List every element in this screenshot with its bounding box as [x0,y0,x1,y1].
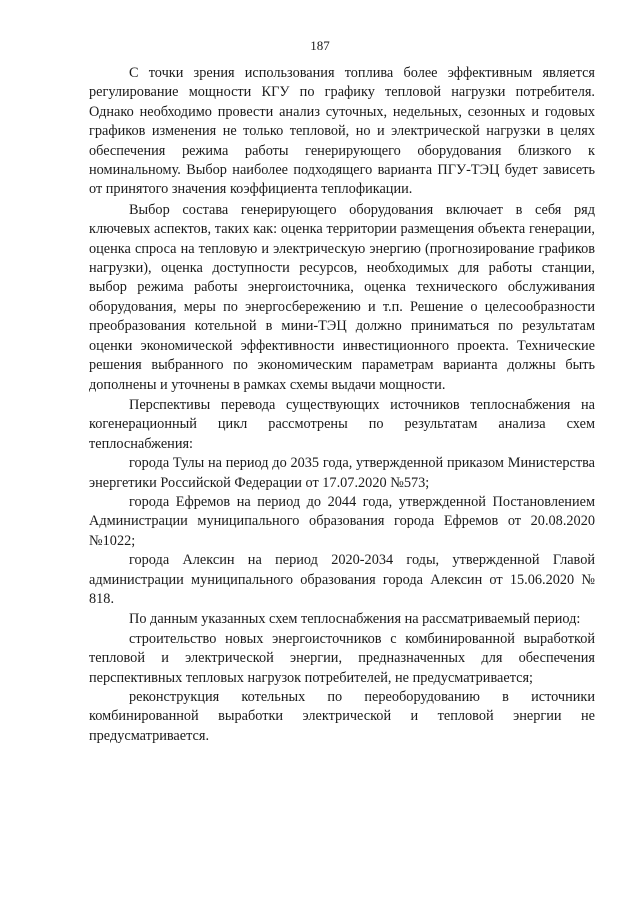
list-item-efremov: города Ефремов на период до 2044 года, утвержденной Постановлением Администрации муниципального образования города Ефремов от 20.08.2020 №1022; [89,493,595,549]
paragraph-equipment-selection: Выбор состава генерирующего оборудования включает в себя ряд ключевых аспектов, таких как: оценка территории размещения объекта генерации, оценка спроса на тепловую и электрическую энергию (прогнозирование графиков нагрузки), оценка доступности ресурсов, необходимых для работы станции, выбор режима работы энергоисточника, оценка технического обслуживания оборудования, меры по энергосбережению и т.п. Решение о целесообразности преобразования котельной в мини-ТЭЦ должно приниматься по результатам оценки экономической эффективности инвестиционного проекта. Технические решения выбранного по экономическим параметрам варианта должны быть дополнены и уточнены в рамках схемы выдачи мощности. [89,201,595,393]
list-item-aleksin: города Алексин на период 2020-2034 годы, утвержденной Главой администрации муниципального образования города Алексин от 15.06.2020 № 818. [89,552,595,607]
list-item-reconstruction: реконструкция котельных по переоборудованию в источники комбинированной выработки электрической и тепловой энергии не предусматривается. [89,689,595,744]
list-item-tula: города Тулы на период до 2035 года, утвержденной приказом Министерства энергетики Российской Федерации от 17.07.2020 №573; [89,455,595,491]
list-item-construction: строительство новых энергоисточников с комбинированной выработкой тепловой и электрической энергии, предназначенных для обеспечения перспективных тепловых нагрузок потребителей, не предусматривается; [89,630,595,686]
paragraph-cogeneration-prospects: Перспективы перевода существующих источников теплоснабжения на когенерационный цикл рассмотрены по результатам анализа схем теплоснабжения: [89,396,595,452]
page-number: 187 [310,38,330,53]
paragraph-fuel-efficiency: С точки зрения использования топлива более эффективным является регулирование мощности КГУ по графику тепловой нагрузки потребителя. Однако необходимо провести анализ суточных, недельных, сезонных и годовых графиков изменения не только тепловой, но и электрической нагрузки в целях обеспечения режима работы генерирующего оборудования близкого к номинальному. Выбор наиболее подходящего варианта ПГУ-ТЭЦ будет зависеть от принятого значения коэффициента теплофикации. [89,65,595,198]
document-body [89,64,595,746]
paragraph-schemes-data: По данным указанных схем теплоснабжения на рассматриваемый период: [129,611,581,628]
